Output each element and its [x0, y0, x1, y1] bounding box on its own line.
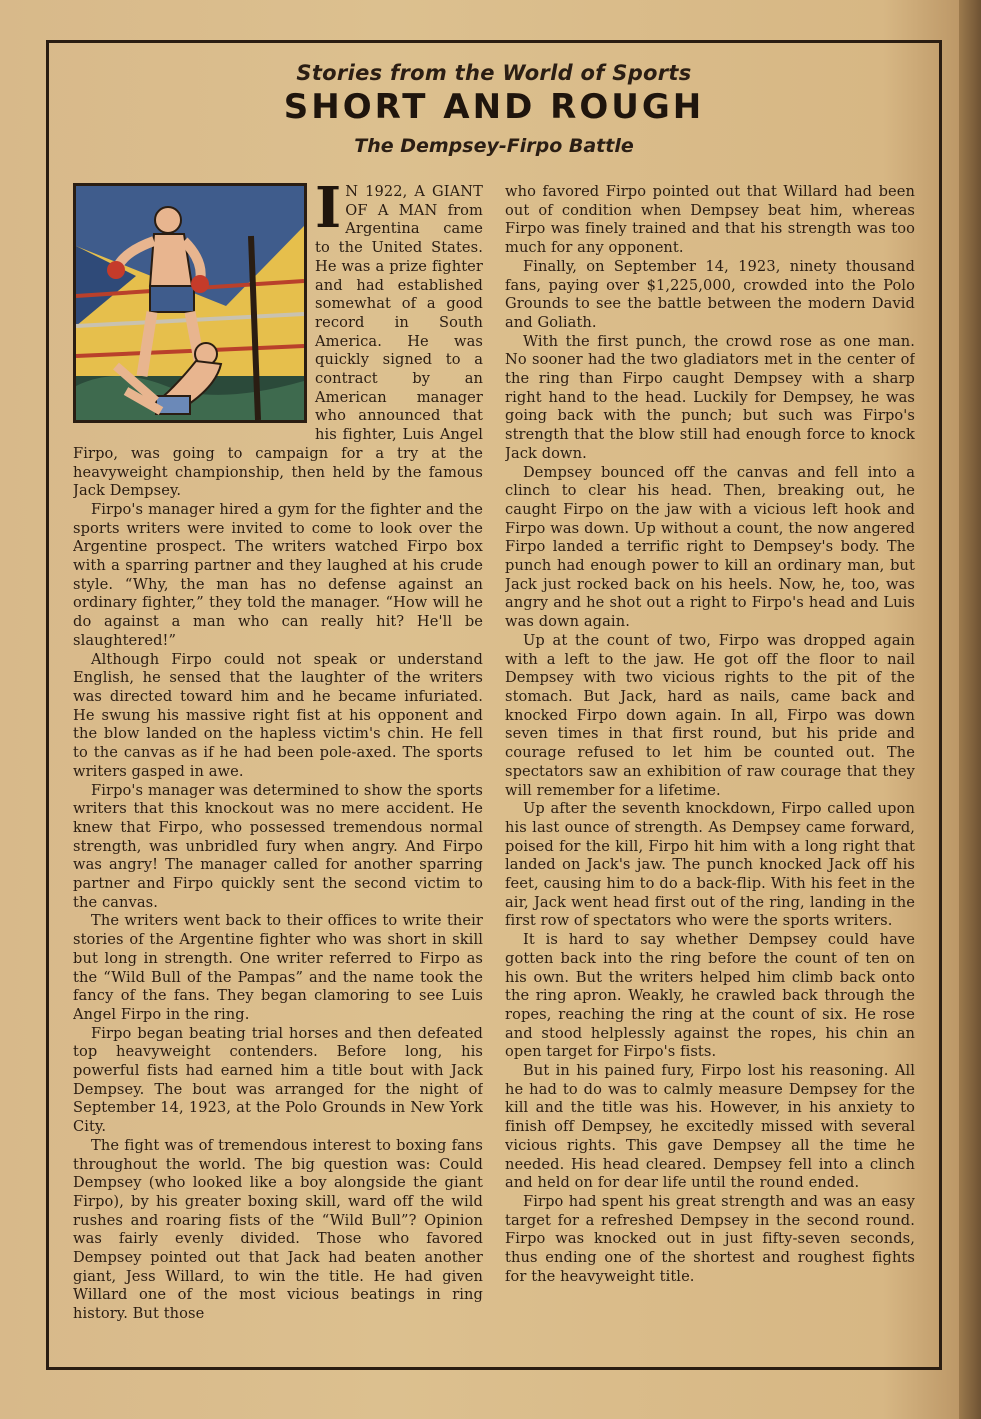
- paragraph: Dempsey bounced off the canvas and fell into a clinch to clear his head. Then, breaking out, he caught Firpo on the jaw with a vicious left hook and Firpo was down. Up without a count, the now angered Firpo landed a terrific right to Dempsey's body. The punch had enough power to kill an ordinary man, but Jack just rocked back on his heels. Now, he, too, was angry and he shot out a right to Firpo's head and Luis was down again.: [505, 463, 915, 631]
- paragraph: Firpo's manager was determined to show the sports writers that this knockout was no mere accident. He knew that Firpo, who possessed tremendous normal strength, was unbridled fury when angry. And Firpo was angry! The manager called for another sparring partner and Firpo quickly sent the second victim to the canvas.: [73, 781, 483, 911]
- series-kicker: Stories from the World of Sports: [296, 61, 692, 85]
- paragraph: N 1922, A GIANT OF A MAN from Argentina came to the United States. He was a prize fighter and had established somewhat of a good record in South America. He was quickly signed to a contract by an American manager who announced that his fighter, Luis Angel Firpo, was going to campaign for a try at the heavyweight championship, then held by the famous Jack Dempsey.: [73, 183, 483, 500]
- drop-cap: I: [315, 183, 342, 241]
- paragraph: Up after the seventh knockdown, Firpo called upon his last ounce of strength. As Dempsey came forward, poised for the kill, Firpo hit him with a long right that landed on Jack's jaw. The punch knocked Jack off his feet, causing him to do a back-flip. With his feet in the air, Jack went head first out of the ring, landing in the first row of spectators who were the sports writers.: [505, 800, 915, 930]
- paragraph: Firpo began beating trial horses and then defeated top heavyweight contenders. Before long, his powerful fists had earned him a title bout with Jack Dempsey. The bout was arranged for the night of September 14, 1923, at the Polo Grounds in New York City.: [73, 1024, 483, 1136]
- page-binding-edge: [959, 0, 981, 1419]
- boxing-ring-illustration-icon: [73, 183, 307, 423]
- paragraph: Finally, on September 14, 1923, ninety thousand fans, paying over $1,225,000, crowded into the Polo Grounds to see the battle between the modern David and Goliath.: [505, 257, 915, 331]
- paragraph: Although Firpo could not speak or understand English, he sensed that the laughter of the writers was directed toward him and he became infuriated. He swung his massive right fist at his opponent and the blow landed on the hapless victim's chin. He fell to the canvas as if he had been pole-axed. The sports writers gasped in awe.: [73, 650, 483, 780]
- left-column: [73, 183, 483, 1363]
- paragraph: The writers went back to their offices to write their stories of the Argentine fighter who was short in skill but long in strength. One writer referred to Firpo as the “Wild Bull of the Pampas” and the name took the fancy of the fans. They began clamoring to see Luis Angel Firpo in the ring.: [73, 912, 483, 1023]
- paragraph: The fight was of tremendous interest to boxing fans throughout the world. The big question was: Could Dempsey (who looked like a boy alongside the giant Firpo), by his greater boxing skill, ward off the wild rushes and roaring fists of the “Wild Bull”? Opinion was fairly evenly divided. Those who favored Dempsey pointed out that Jack had beaten another giant, Jess Willard, to win the title. He had given Willard one of the most vicious beatings in ring history. But those: [73, 1136, 483, 1323]
- article-frame: [46, 40, 942, 1370]
- paragraph: who favored Firpo pointed out that Willard had been out of condition when Dempsey beat him, whereas Firpo was finely trained and that his strength was too much for any opponent.: [505, 183, 915, 257]
- article-subtitle: The Dempsey-Firpo Battle: [354, 135, 634, 157]
- article-title: SHORT AND ROUGH: [283, 87, 705, 127]
- paragraph: But in his pained fury, Firpo lost his reasoning. All he had to do was to calmly measure Dempsey for the kill and the title was his. However, in his anxiety to finish off Dempsey, he excitedly missed with several vicious rights. This gave Dempsey all the time he needed. His head cleared. Dempsey fell into a clinch and held on for dear life until the round ended.: [505, 1062, 915, 1192]
- paragraph: With the first punch, the crowd rose as one man. No sooner had the two gladiators met in the center of the ring than Firpo caught Dempsey with a sharp right hand to the head. Luckily for Dempsey, he was going back with the punch; but such was Firpo's strength that the blow still had enough force to knock Jack down.: [505, 332, 915, 462]
- paragraph: Up at the count of two, Firpo was dropped again with a left to the jaw. He got off the floor to nail Dempsey with two vicious rights to the pit of the stomach. But Jack, hard as nails, came back and knocked Firpo down again. In all, Firpo was down seven times in that first round, but his pride and courage refused to let him be counted out. The spectators saw an exhibition of raw courage that they will remember for a lifetime.: [505, 631, 915, 799]
- paragraph: Firpo's manager hired a gym for the fighter and the sports writers were invited to come to look over the Argentine prospect. The writers watched Firpo box with a sparring partner and they laughed at his crude style. “Why, the man has no defense against an ordinary fighter,” they told the manager. “How will he do against a man who can really hit? He'll be slaughtered!”: [73, 500, 483, 649]
- paragraph: It is hard to say whether Dempsey could have gotten back into the ring before the count of ten on his own. But the writers helped him climb back onto the ring apron. Weakly, he crawled back through the ropes, reaching the ring at the count of six. He rose and stood helplessly against the ropes, his chin an open target for Firpo's fists.: [505, 931, 915, 1061]
- right-column: [505, 183, 915, 1363]
- paragraph: Firpo had spent his great strength and was an easy target for a refreshed Dempsey in the second round. Firpo was knocked out in just fifty-seven seconds, thus ending one of the shortest and roughest fights for the heavyweight title.: [505, 1192, 915, 1285]
